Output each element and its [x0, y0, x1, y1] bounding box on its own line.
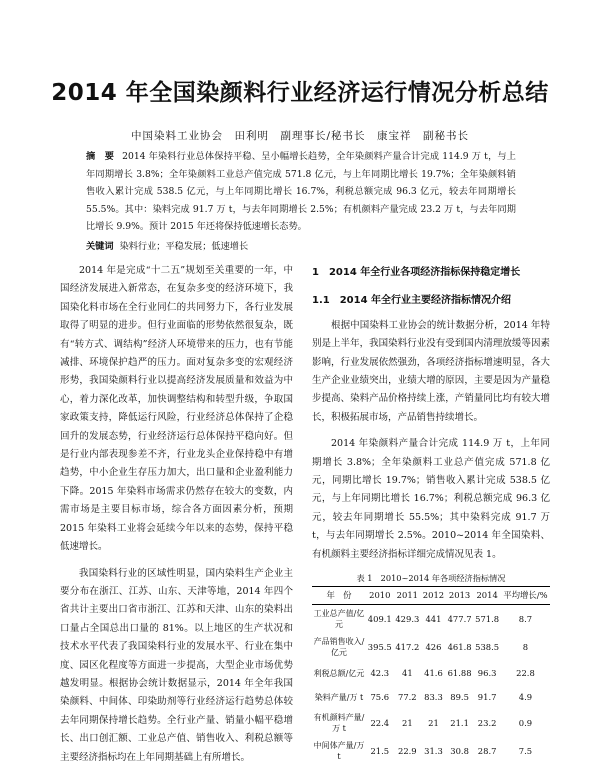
- table-cell: 461.8: [447, 641, 472, 652]
- table-row: [312, 661, 550, 685]
- body-paragraph: 2014 年染颜料产量合计完成 114.9 万 t，上年同期增长 3.8%；全年染颜料工业总产值完成 571.8 亿元，同期比增长 19.7%；销售收入累计完成 538.5 亿元，与上年同期比增长 16.7%；利税总额完成 96.3 亿元，较去年同期增长 55.5%；其中染料完成 91.7 万 t，与去年同期增长 2.5%。2010~2014 年全国染料、有机颜料主要经济指标详细完成情况见表 1。: [312, 438, 550, 560]
- table-cell: 83.3: [424, 691, 443, 702]
- table-cell: 21.5: [370, 745, 390, 756]
- table-cell: 22.4: [370, 717, 390, 728]
- table-cell: 96.3: [477, 667, 497, 678]
- table-header-cell: 2013: [448, 590, 471, 601]
- subsection-heading: 1.1 2014 年全行业主要经济指标情况介绍: [312, 295, 512, 307]
- table-cell: 91.7: [477, 691, 497, 702]
- table-cell: 409.1: [367, 613, 392, 624]
- author-line: 中国染料工业协会 田利明 副理事长/秘书长 康宝祥 副秘书长: [130, 130, 470, 142]
- abstract-text: 2014 年染料行业总体保持平稳、呈小幅增长趋势，全年染颜料产量合计完成 114.9 万 t，与上年同期增长 3.8%；全年染颜料工业总产值完成 571.8 亿元，与上年同期比增长 19.7%；全年染颜料销售收入累计完成 538.5 亿元，与上年同期比增长 16.7%，利税总额完成 96.3 亿元，较去年同期增长 55.5%。其中：染料完成 91.7 万 t，与去年同期增长 2.5%；有机颜料产量完成 23.2 万 t，与去年同期比增长 9.9%。预计 2015 年还将保持低速增长态势。: [86, 151, 516, 232]
- table-row: [312, 605, 550, 634]
- table-cell: 538.5: [475, 641, 500, 652]
- keywords: [86, 238, 516, 252]
- table-caption: 表 1 2010~2014 年各项经济指标情况: [356, 573, 506, 584]
- table-row: [312, 633, 550, 661]
- table-cell: 7.5: [518, 745, 533, 756]
- table-cell: 89.5: [450, 691, 469, 702]
- row-label: 有机颜料产量/万 t: [313, 713, 365, 734]
- table-header-row: [312, 587, 550, 605]
- body-paragraph: 根据中国染料工业协会的统计数据分析，2014 年特别是上半年，我国染料行业没有受到国内清理放缓等因素影响，行业发展依然强劲，各项经济指标增速明显，各大生产企业业绩突出，业绩大增的原因，主要是因为产量稳步提高、染料产品价格持续上涨，产销量同比均有较大增长，积极拓展市场，产品销售持续增长。: [312, 319, 550, 423]
- table-header-cell: 年 份: [326, 590, 352, 601]
- table-cell: 22.8: [516, 667, 535, 678]
- abstract-label: 摘 要: [86, 151, 115, 162]
- table-cell: 395.5: [367, 641, 392, 652]
- table-header-cell: 2012: [422, 590, 445, 601]
- table-cell: 22.9: [397, 745, 417, 756]
- right-column: [312, 262, 550, 763]
- keywords-label: 关键词: [86, 241, 114, 252]
- table-header-cell: 平均增长/%: [503, 590, 548, 601]
- table-cell: 8: [522, 641, 529, 652]
- table-cell: 41.6: [424, 667, 443, 678]
- body-paragraph: 2014 年是完成“十二五”规划至关重要的一年，中国经济发展进入新常态，在复杂多变的经济环境下，我国染化料市场在全行业同仁的共同努力下，各行业发展取得了明显的进步。但行业面临的形势依然很复杂，既有“转方式、调结构”经济人环境带来的压力，也有节能减排、环境保护趋严的压力。面对复杂多变的宏观经济形势，我国染颜料行业以提高经济发展质量和效益为中心，着力深化改革，加快调整结构和转型升级，争取国家政策支持，降低运行风险，行业经济总体保持了企稳回升的发展态势，行业经济运行总体保持平稳向好。但是行业内部表现参差不齐，行业龙头企业保持稳中有增趋势，中小企业生存压力加大，出口量和企业盈利能力下降。2015 年染料市场需求仍然存在较大的变数，内需市场是主要目标市场，综合各方面因素分析，预期 2015 年染料工业将会延续今年以来的态势，保持平稳低速增长。: [60, 265, 293, 553]
- table-cell: 21: [401, 717, 413, 728]
- table-row: [312, 737, 550, 763]
- page-title: 2014 年全国染颜料行业经济运行情况分析总结: [51, 80, 549, 106]
- table-header-cell: 2011: [396, 590, 418, 601]
- table-cell: 77.2: [397, 691, 417, 702]
- table-cell: 441: [425, 613, 442, 624]
- table-cell: 23.2: [477, 717, 497, 728]
- table-cell: 4.9: [518, 691, 533, 702]
- body-paragraph: 我国染料行业的区域性明显，国内染料生产企业主要分布在浙江、江苏、山东、天津等地，2014 年四个省共计主要出口省市浙江、江苏和天津、山东的染料出口量占全国总出口量的 81%。以上地区的生产状况和技术水平代表了我国染料行业的发展水平、行业在集中度、园区化程度等方面进一步提高，大型企业市场优势越发明显。根据协会统计数据显示，2014 年全年我国染颜料、中间体、印染助剂等行业经济运行趋势总体较去年同期保持增长趋势。全行业产量、销量小幅平稳增长、出口创汇额、工业总产值、销售收入、利税总额等主要经济指标均在上年同期基础上有所增长。: [60, 567, 293, 763]
- row-label: 产品销售收入/亿元: [313, 637, 365, 658]
- table-cell: 61.88: [447, 667, 472, 678]
- table-cell: 426: [425, 641, 442, 652]
- table-cell: 41: [401, 667, 413, 678]
- table-cell: 21.1: [450, 717, 469, 728]
- table-cell: 571.8: [475, 613, 500, 624]
- table-header-cell: 2014: [476, 590, 498, 601]
- table-cell: 477.7: [447, 613, 472, 624]
- indicator-table: [312, 586, 550, 763]
- table-cell: 42.3: [370, 667, 390, 678]
- table-cell: 21: [428, 717, 439, 728]
- table-cell: 30.8: [450, 745, 469, 756]
- keywords-text: 染料行业；平稳发展；低速增长: [119, 241, 249, 252]
- table-cell: 429.3: [395, 613, 420, 624]
- table-cell: 0.9: [518, 717, 533, 728]
- table-header-cell: 2010: [369, 590, 391, 601]
- table-cell: 417.2: [395, 641, 420, 652]
- table-cell: 75.6: [370, 691, 390, 702]
- row-label: 染料产量/万 t: [314, 692, 364, 702]
- left-column: [60, 262, 293, 763]
- table-row: [312, 709, 550, 737]
- table-cell: 28.7: [477, 745, 497, 756]
- section-heading: 1 2014 年全行业各项经济指标保持稳定增长: [312, 267, 521, 278]
- row-label: 利税总额/亿元: [313, 668, 365, 678]
- row-label: 中间体产量/万 t: [313, 741, 365, 762]
- row-label: 工业总产值/亿元: [313, 609, 365, 630]
- table-cell: 31.3: [424, 745, 443, 756]
- abstract: [86, 148, 516, 236]
- table-row: [312, 685, 550, 709]
- table-cell: 8.7: [518, 613, 533, 624]
